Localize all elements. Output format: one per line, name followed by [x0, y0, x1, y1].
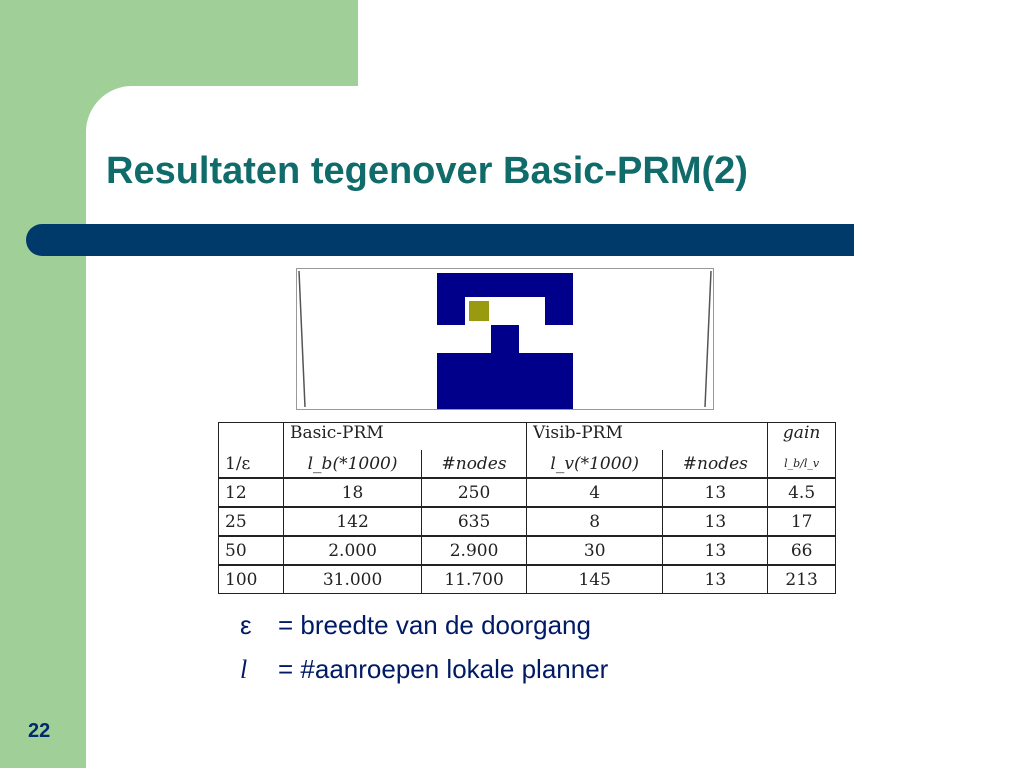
cell-lv: 145: [527, 565, 663, 594]
background-top: [358, 0, 1024, 100]
header-visib-prm: Visib-PRM: [527, 423, 768, 451]
cell-lb: 31.000: [284, 565, 422, 594]
legend-l: [240, 654, 608, 685]
slide-title: Resultaten tegenover Basic-PRM(2): [106, 150, 748, 192]
cell-gain: 66: [768, 536, 836, 565]
subheader-visib-nodes: #nodes: [663, 450, 768, 478]
cell-visib-nodes: 13: [663, 565, 768, 594]
cell-inv-epsilon: 50: [219, 536, 284, 565]
cell-lv: 4: [527, 478, 663, 507]
legend-l-text: = #aanroepen lokale planner: [278, 654, 609, 684]
environment-figure: [296, 268, 714, 410]
table-header-row: [219, 423, 836, 451]
table-row: [219, 536, 836, 565]
narrow-passage-diagram: [297, 269, 713, 409]
subheader-basic-nodes: #nodes: [422, 450, 527, 478]
cell-basic-nodes: 635: [422, 507, 527, 536]
subheader-inv-epsilon: 1/ε: [219, 450, 284, 478]
cell-basic-nodes: 11.700: [422, 565, 527, 594]
cell-gain: 17: [768, 507, 836, 536]
cell-gain: 213: [768, 565, 836, 594]
cell-inv-epsilon: 25: [219, 507, 284, 536]
cell-visib-nodes: 13: [663, 536, 768, 565]
header-gain: gain: [768, 423, 836, 451]
robot-square: [469, 301, 489, 321]
subheader-gain-ratio: l_b/l_v: [768, 450, 836, 478]
cell-lb: 18: [284, 478, 422, 507]
cell-gain: 4.5: [768, 478, 836, 507]
cell-lv: 30: [527, 536, 663, 565]
cell-inv-epsilon: 12: [219, 478, 284, 507]
obstacle-bottom: [437, 353, 573, 409]
cell-lb: 142: [284, 507, 422, 536]
cell-lb: 2.000: [284, 536, 422, 565]
cell-basic-nodes: 2.900: [422, 536, 527, 565]
subheader-lv: l_v(*1000): [527, 450, 663, 478]
l-symbol: l: [240, 655, 248, 684]
header-epsilon: [219, 423, 284, 451]
table-row: [219, 507, 836, 536]
cell-basic-nodes: 250: [422, 478, 527, 507]
table-subheader-row: [219, 450, 836, 478]
cell-visib-nodes: 13: [663, 478, 768, 507]
header-basic-prm: Basic-PRM: [284, 423, 527, 451]
title-underline-bar: [26, 224, 854, 256]
results-table: [218, 422, 836, 594]
legend-epsilon: [240, 610, 591, 641]
cell-lv: 8: [527, 507, 663, 536]
cell-visib-nodes: 13: [663, 507, 768, 536]
legend-epsilon-text: = breedte van de doorgang: [278, 610, 591, 640]
cell-inv-epsilon: 100: [219, 565, 284, 594]
table-row: [219, 478, 836, 507]
subheader-lb: l_b(*1000): [284, 450, 422, 478]
table-row: [219, 565, 836, 594]
epsilon-symbol: ε: [240, 610, 252, 640]
passage-block: [491, 325, 519, 353]
page-number: 22: [28, 720, 51, 742]
